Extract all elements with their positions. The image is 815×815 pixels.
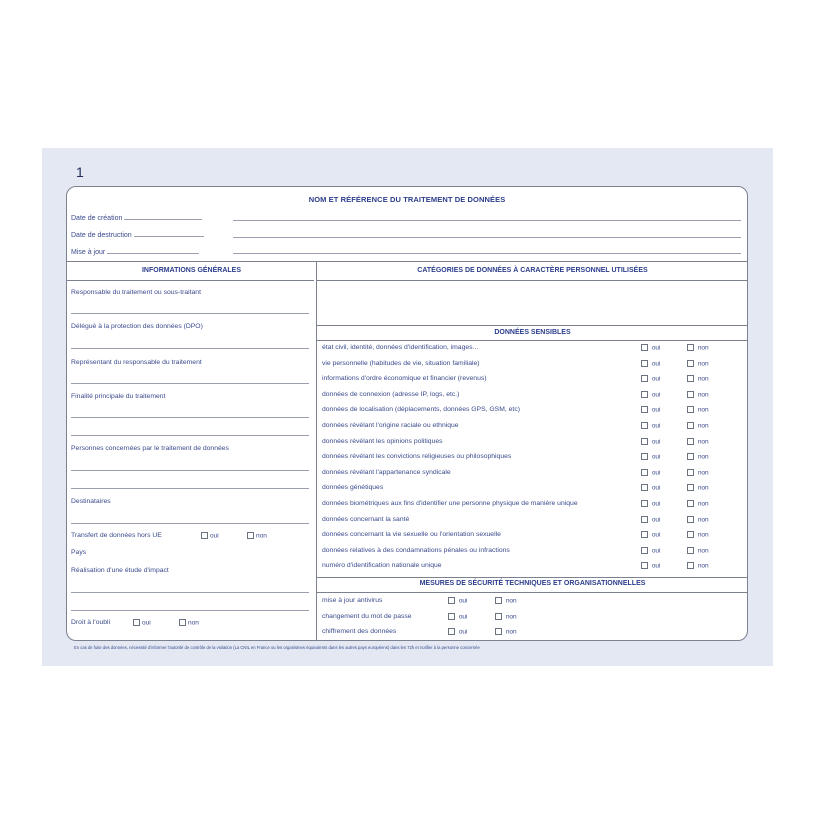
sensitive-item-yes-checkbox[interactable]: [641, 453, 648, 460]
sensitive-item-yes-option[interactable]: [641, 500, 661, 508]
yes-label: oui: [651, 422, 661, 430]
yes-label: oui: [651, 407, 661, 415]
no-label: non: [697, 453, 709, 461]
data-subjects-label: Personnes concernées par le traitement de données: [71, 445, 229, 452]
sensitive-item-yes-checkbox[interactable]: [641, 360, 648, 367]
data-breach-notice: En cas de fuite des données, nécessité d'informer l'autorité de contrôle de la violation (La CNIL en France ou les organismes équivalents dans les autres pays européens) dans les 72h et notifier à la personne concernée: [74, 645, 480, 650]
header-divider: [67, 261, 747, 262]
sensitive-item-yes-option[interactable]: [641, 469, 661, 477]
sensitive-item-yes-checkbox[interactable]: [641, 469, 648, 476]
sensitive-item-no-checkbox[interactable]: [687, 516, 694, 523]
right-to-be-forgotten-label: Droit à l'oubli: [71, 619, 111, 626]
sensitive-item-label: données génétiques: [322, 484, 384, 492]
transfer-yes-option[interactable]: [201, 532, 219, 540]
recipients-input-line[interactable]: [71, 523, 309, 524]
no-label: non: [697, 422, 709, 430]
categories-divider: [317, 325, 747, 326]
forget-yes-option[interactable]: [133, 619, 151, 627]
no-label: non: [697, 500, 709, 508]
sensitive-item-no-option[interactable]: [687, 344, 709, 352]
security-item-yes-checkbox[interactable]: [448, 597, 455, 604]
impact-study-input-line-1[interactable]: [71, 592, 309, 593]
yes-label: oui: [458, 597, 468, 605]
representative-input-line[interactable]: [71, 383, 309, 384]
dpo-input-line[interactable]: [71, 348, 309, 349]
sensitive-item-no-option[interactable]: [687, 516, 709, 524]
update-date-line: [107, 246, 199, 254]
no-label: non: [697, 563, 709, 571]
sensitive-item-label: données révélant l'appartenance syndicale: [322, 468, 451, 476]
sensitive-item-yes-checkbox[interactable]: [641, 562, 648, 569]
sensitive-item-no-option[interactable]: [687, 562, 709, 570]
sensitive-item-no-checkbox[interactable]: [687, 344, 694, 351]
no-label: non: [505, 613, 517, 621]
no-label: non: [505, 597, 517, 605]
sensitive-item-yes-option[interactable]: [641, 516, 661, 524]
sensitive-item-yes-option[interactable]: [641, 547, 661, 555]
no-label: non: [505, 628, 517, 636]
treatment-name-line-2[interactable]: [233, 237, 741, 238]
no-label: non: [697, 547, 709, 555]
sensitive-item-no-checkbox[interactable]: [687, 422, 694, 429]
transfer-no-checkbox[interactable]: [247, 532, 254, 539]
sensitive-item-label: données concernant la santé: [322, 515, 410, 523]
transfer-yes-checkbox[interactable]: [201, 532, 208, 539]
controller-label: Responsable du traitement ou sous-traitant: [71, 289, 201, 296]
sensitive-item-label: données de localisation (déplacements, données GPS, GSM, etc): [322, 406, 520, 414]
no-label: non: [697, 531, 709, 539]
yes-label: oui: [651, 453, 661, 461]
security-item-yes-option[interactable]: [448, 597, 468, 605]
treatment-name-line-3[interactable]: [233, 253, 741, 254]
update-date-field[interactable]: [71, 246, 199, 256]
forget-no-label: non: [188, 619, 199, 627]
sensitive-item-yes-option[interactable]: [641, 360, 661, 368]
sensitive-item-yes-checkbox[interactable]: [641, 531, 648, 538]
destruction-date-line: [134, 229, 204, 237]
creation-date-field[interactable]: [71, 212, 202, 222]
yes-label: oui: [651, 375, 661, 383]
yes-label: oui: [651, 516, 661, 524]
purpose-label: Finalité principale du traitement: [71, 393, 166, 400]
destruction-date-field[interactable]: [71, 229, 204, 239]
creation-date-line: [124, 212, 202, 220]
sensitive-item-yes-option[interactable]: [641, 422, 661, 430]
sensitive-item-label: données biométriques aux fins d'identifier une personne physique de manière unique: [322, 500, 578, 507]
security-item-yes-checkbox[interactable]: [448, 613, 455, 620]
general-title-divider: [67, 280, 314, 281]
sensitive-item-label: données relatives à des condamnations pénales ou infractions: [322, 546, 510, 554]
country-label: Pays: [71, 549, 87, 556]
security-item-yes-option[interactable]: [448, 628, 468, 636]
sensitive-item-no-option[interactable]: [687, 360, 709, 368]
sensitive-item-yes-checkbox[interactable]: [641, 391, 648, 398]
sensitive-item-yes-checkbox[interactable]: [641, 516, 648, 523]
sensitive-item-no-option[interactable]: [687, 422, 709, 430]
security-item-no-option[interactable]: [495, 613, 517, 621]
transfer-no-label: non: [256, 532, 267, 540]
categories-title-divider: [317, 280, 747, 281]
data-subjects-input-line-1[interactable]: [71, 470, 309, 471]
sensitive-item-yes-checkbox[interactable]: [641, 344, 648, 351]
sensitive-title-divider: [317, 340, 747, 341]
sensitive-item-label: données de connexion (adresse IP, logs, etc.): [322, 390, 460, 398]
security-title-divider: [317, 592, 747, 593]
forget-no-checkbox[interactable]: [179, 619, 186, 626]
security-item-yes-option[interactable]: [448, 613, 468, 621]
transfer-outside-eu-label: Transfert de données hors UE: [71, 532, 162, 539]
sensitive-item-no-option[interactable]: [687, 547, 709, 555]
yes-label: oui: [458, 628, 468, 636]
security-item-label: changement du mot de passe: [322, 612, 412, 620]
column-divider: [316, 261, 317, 640]
sensitive-item-no-option[interactable]: [687, 469, 709, 477]
sensitive-item-no-checkbox[interactable]: [687, 531, 694, 538]
sensitive-item-label: numéro d'identification nationale unique: [322, 562, 442, 570]
yes-label: oui: [458, 613, 468, 621]
sensitive-item-yes-checkbox[interactable]: [641, 406, 648, 413]
sensitive-item-yes-option[interactable]: [641, 562, 661, 570]
impact-study-label: Réalisation d'une étude d'impact: [71, 567, 169, 574]
yes-label: oui: [651, 485, 661, 493]
sensitive-item-no-option[interactable]: [687, 438, 709, 446]
sensitive-item-no-checkbox[interactable]: [687, 484, 694, 491]
sensitive-item-no-option[interactable]: [687, 453, 709, 461]
no-label: non: [697, 344, 709, 352]
security-item-no-option[interactable]: [495, 597, 517, 605]
security-item-yes-checkbox[interactable]: [448, 628, 455, 635]
security-item-no-checkbox[interactable]: [495, 597, 502, 604]
sensitive-item-yes-option[interactable]: [641, 453, 661, 461]
sensitive-item-yes-option[interactable]: [641, 406, 661, 414]
sensitive-item-no-checkbox[interactable]: [687, 453, 694, 460]
no-label: non: [697, 485, 709, 493]
no-label: non: [697, 375, 709, 383]
destruction-date-label: Date de destruction: [71, 232, 132, 239]
yes-label: oui: [651, 360, 661, 368]
sensitive-item-yes-checkbox[interactable]: [641, 438, 648, 445]
yes-label: oui: [651, 344, 661, 352]
general-info-title: INFORMATIONS GÉNÉRALES: [141, 267, 242, 274]
sensitive-item-yes-option[interactable]: [641, 375, 661, 383]
sensitive-item-yes-option[interactable]: [641, 344, 661, 352]
sensitive-item-no-option[interactable]: [687, 406, 709, 414]
data-subjects-input-line-2[interactable]: [71, 488, 309, 489]
sensitive-item-yes-option[interactable]: [641, 484, 661, 492]
security-item-no-checkbox[interactable]: [495, 628, 502, 635]
yes-label: oui: [651, 500, 661, 508]
security-item-no-checkbox[interactable]: [495, 613, 502, 620]
purpose-input-line-2[interactable]: [71, 435, 309, 436]
categories-title: CATÉGORIES DE DONNÉES À CARACTÈRE PERSONNEL UTILISÉES: [417, 267, 648, 274]
sensitive-item-label: informations d'ordre économique et financier (revenus): [322, 375, 487, 383]
sensitive-item-no-checkbox[interactable]: [687, 469, 694, 476]
representative-label: Représentant du responsable du traitement: [71, 359, 202, 366]
yes-label: oui: [651, 391, 661, 399]
security-top-divider: [317, 577, 747, 578]
dpo-label: Délégué à la protection des données (DPO): [71, 323, 203, 330]
sensitive-item-no-option[interactable]: [687, 375, 709, 383]
no-label: non: [697, 469, 709, 477]
sensitive-item-no-checkbox[interactable]: [687, 375, 694, 382]
no-label: non: [697, 391, 709, 399]
no-label: non: [697, 407, 709, 415]
sensitive-item-label: vie personnelle (habitudes de vie, situation familiale): [322, 359, 480, 367]
sensitive-item-no-checkbox[interactable]: [687, 406, 694, 413]
categories-input-area[interactable]: [319, 282, 747, 324]
update-date-label: Mise à jour: [71, 249, 106, 256]
sensitive-item-yes-option[interactable]: [641, 531, 661, 539]
sensitive-item-yes-checkbox[interactable]: [641, 547, 648, 554]
page-number: 1: [76, 164, 84, 180]
security-measures-title: MESURES DE SÉCURITÉ TECHNIQUES ET ORGANISATIONNELLES: [419, 580, 646, 587]
sensitive-item-no-checkbox[interactable]: [687, 391, 694, 398]
sensitive-item-label: état civil, identité, données d'identification, images...: [322, 344, 479, 351]
no-label: non: [697, 438, 709, 446]
sensitive-item-no-checkbox[interactable]: [687, 562, 694, 569]
sensitive-item-yes-checkbox[interactable]: [641, 500, 648, 507]
sensitive-item-no-option[interactable]: [687, 484, 709, 492]
sensitive-item-no-checkbox[interactable]: [687, 438, 694, 445]
sensitive-item-yes-checkbox[interactable]: [641, 422, 648, 429]
transfer-no-option[interactable]: [247, 532, 267, 540]
forget-no-option[interactable]: [179, 619, 199, 627]
sensitive-item-no-checkbox[interactable]: [687, 547, 694, 554]
sensitive-item-no-option[interactable]: [687, 500, 709, 508]
yes-label: oui: [651, 547, 661, 555]
form-title: NOM ET RÉFÉRENCE DU TRAITEMENT DE DONNÉES: [308, 195, 506, 204]
sensitive-item-label: données révélant l'origine raciale ou ethnique: [322, 422, 459, 429]
security-item-no-option[interactable]: [495, 628, 517, 636]
sensitive-item-label: données révélant les opinions politiques: [322, 437, 443, 445]
transfer-yes-label: oui: [210, 532, 219, 540]
yes-label: oui: [651, 563, 661, 571]
treatment-name-line-1[interactable]: [233, 220, 741, 221]
sensitive-item-yes-checkbox[interactable]: [641, 484, 648, 491]
impact-study-input-line-2[interactable]: [71, 610, 309, 611]
sensitive-data-title: DONNÉES SENSIBLES: [494, 329, 571, 336]
sensitive-item-yes-option[interactable]: [641, 438, 661, 446]
controller-input-line[interactable]: [71, 313, 309, 314]
security-item-label: mise à jour antivirus: [322, 597, 383, 604]
no-label: non: [697, 516, 709, 524]
creation-date-label: Date de création: [71, 215, 123, 222]
no-label: non: [697, 360, 709, 368]
sensitive-item-yes-option[interactable]: [641, 391, 661, 399]
forget-yes-checkbox[interactable]: [133, 619, 140, 626]
sensitive-item-no-option[interactable]: [687, 531, 709, 539]
yes-label: oui: [651, 438, 661, 446]
sensitive-item-yes-checkbox[interactable]: [641, 375, 648, 382]
recipients-label: Destinataires: [71, 498, 111, 505]
security-item-label: chiffrement des données: [322, 628, 397, 635]
yes-label: oui: [651, 469, 661, 477]
gdpr-register-form: [66, 186, 748, 641]
sensitive-item-label: données concernant la vie sexuelle ou l'orientation sexuelle: [322, 531, 501, 539]
purpose-input-line-1[interactable]: [71, 417, 309, 418]
sensitive-item-no-checkbox[interactable]: [687, 360, 694, 367]
sensitive-item-no-option[interactable]: [687, 391, 709, 399]
sensitive-item-no-checkbox[interactable]: [687, 500, 694, 507]
sensitive-item-label: données révélant les convictions religieuses ou philosophiques: [322, 453, 512, 461]
forget-yes-label: oui: [142, 619, 151, 627]
yes-label: oui: [651, 531, 661, 539]
